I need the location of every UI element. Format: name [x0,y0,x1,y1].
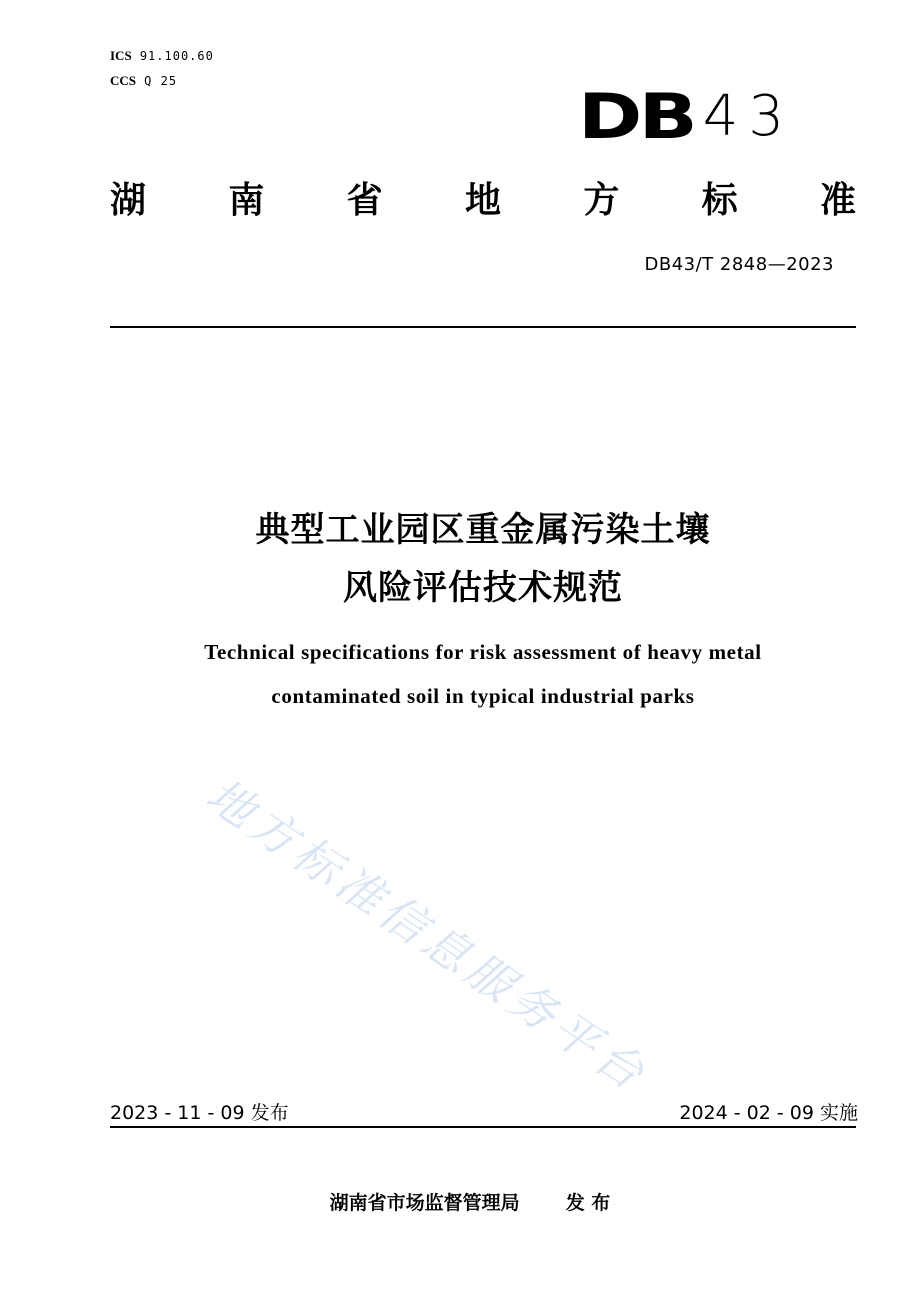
category-char: 地 [464,180,501,221]
standard-number: DB43/T 2848—2023 [644,254,834,275]
db-province-code: 43 [702,84,794,149]
title-en-line2: contaminated soil in typical industrial parks [271,684,695,708]
category-char: 湖 [110,180,147,221]
header-divider [110,326,856,328]
ccs-value: Q 25 [144,74,178,88]
publisher [0,1188,920,1215]
ics-label: ICS [110,48,132,63]
ccs-line [110,69,214,94]
publisher-org: 湖南省市场监督管理局 [329,1192,520,1214]
category-char: 南 [228,180,265,221]
db-mark: DB [578,80,694,153]
implement-date: 2024 - 02 - 09 实施 [679,1102,858,1124]
db-logo [578,80,794,153]
ics-value: 91.100.60 [139,49,214,63]
ccs-label: CCS [110,73,137,88]
classification-codes [110,44,214,94]
category-char: 标 [701,180,738,221]
title-cn-line2: 风险评估技术规范 [343,568,623,608]
ics-line [110,44,214,69]
category-char: 省 [346,180,383,221]
standard-category [110,172,856,222]
watermark: 地方标准信息服务平台 [196,767,659,1104]
title-cn-line1: 典型工业园区重金属污染土壤 [255,510,711,550]
title-en-line1: Technical specifications for risk assessment of heavy metal [204,640,762,664]
issue-date: 2023 - 11 - 09 发布 [110,1102,289,1124]
category-char: 准 [819,180,856,221]
publisher-action: 发 布 [565,1192,611,1214]
category-char: 方 [583,180,620,221]
footer-divider [110,1126,856,1128]
